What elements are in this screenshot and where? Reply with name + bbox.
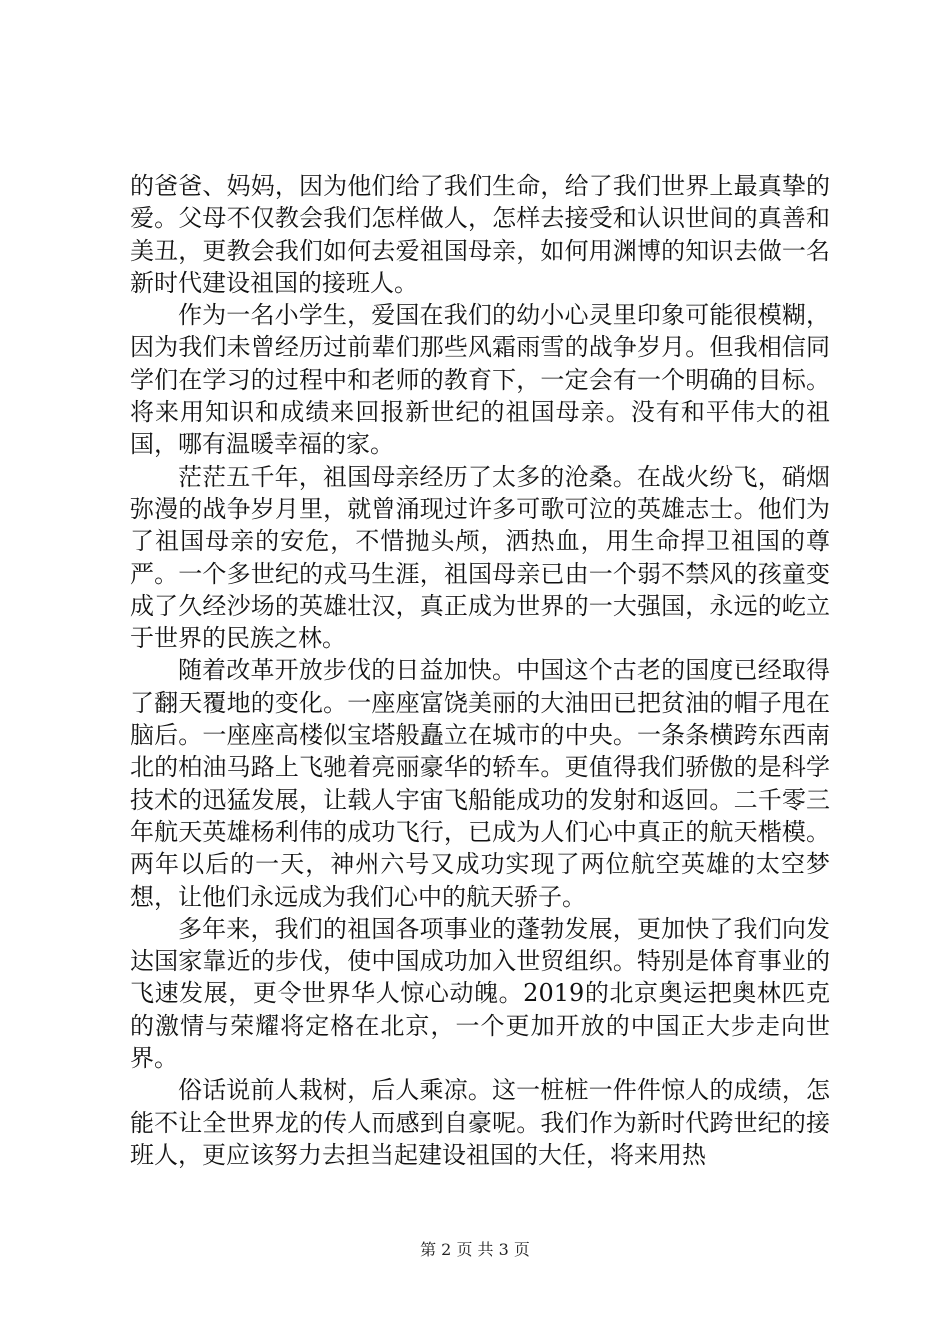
paragraph-1: 的爸爸、妈妈，因为他们给了我们生命，给了我们世界上最真挚的爱。父母不仅教会我们怎样做人，怎样去接受和认识世间的真善和美丑，更教会我们如何去爱祖国母亲，如何用渊博的知识去做一名新时代建设祖国的接班人。 [130,172,830,297]
document-body [130,170,830,1171]
paragraph-3: 茫茫五千年，祖国母亲经历了太多的沧桑。在战火纷飞，硝烟弥漫的战争岁月里，就曾涌现过许多可歌可泣的英雄志士。他们为了祖国母亲的安危，不惜抛头颅，洒热血，用生命捍卫祖国的尊严。一个多世纪的戎马生涯，祖国母亲已由一个弱不禁风的孩童变成了久经沙场的英雄壮汉，真正成为世界的一大强国，永远的屹立于世界的民族之林。 [130,462,830,653]
paragraph-2: 作为一名小学生，爱国在我们的幼小心灵里印象可能很模糊，因为我们未曾经历过前辈们那些风霜雨雪的战争岁月。但我相信同学们在学习的过程中和老师的教育下，一定会有一个明确的目标。将来用知识和成绩来回报新世纪的祖国母亲。没有和平伟大的祖国，哪有温暖幸福的家。 [130,301,830,459]
paragraph-5: 多年来，我们的祖国各项事业的蓬勃发展，更加快了我们向发达国家靠近的步伐，使中国成功加入世贸组织。特别是体育事业的飞速发展，更令世界华人惊心动魄。2019的北京奥运把奥林匹克的激情与荣耀将定格在北京，一个更加开放的中国正大步走向世界。 [130,914,830,1073]
page-number-footer: 第 2 页 共 3 页 [420,1240,530,1259]
paragraph-6: 俗话说前人栽树，后人乘凉。这一桩桩一件件惊人的成绩，怎能不让全世界龙的传人而感到自豪呢。我们作为新时代跨世纪的接班人，更应该努力去担当起建设祖国的大任，将来用热 [130,1076,830,1169]
paragraph-4: 随着改革开放步伐的日益加快。中国这个古老的国度已经取得了翻天覆地的变化。一座座富饶美丽的大油田已把贫油的帽子甩在脑后。一座座高楼似宝塔般矗立在城市的中央。一条条横跨东西南北的柏油马路上飞驰着亮丽豪华的轿车。更值得我们骄傲的是科学技术的迅猛发展，让载人宇宙飞船能成功的发射和返回。二千零三年航天英雄杨利伟的成功飞行，已成为人们心中真正的航天楷模。两年以后的一天，神州六号又成功实现了两位航空英雄的太空梦想，让他们永远成为我们心中的航天骄子。 [130,656,830,911]
